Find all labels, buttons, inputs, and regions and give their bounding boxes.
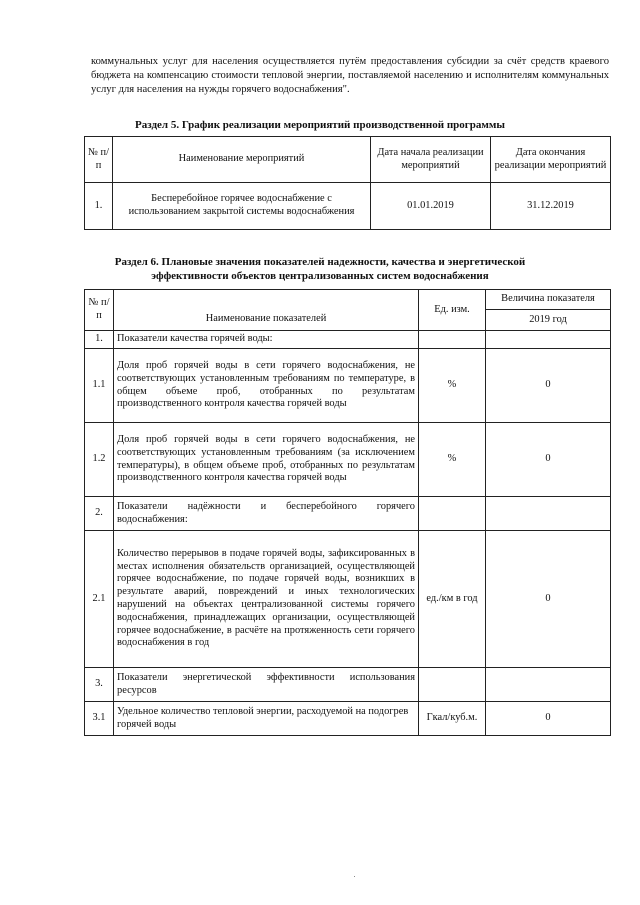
table-row [85,531,611,668]
header-unit: Ед. изм. [419,290,486,331]
row-value: 0 [486,702,611,736]
header-num: № п/п [85,137,113,183]
header-num: № п/п [85,290,114,331]
table-row [85,668,611,702]
row-value: 0 [486,349,611,423]
row-indicator-name: Показатели качества горячей воды: [114,331,419,349]
row-num: 2.1 [85,531,114,668]
row-value: 0 [486,423,611,497]
row-indicator-name: Удельное количество тепловой энергии, расходуемой на подогрев горячей воды [114,702,419,736]
row-unit [419,497,486,531]
row-value [486,331,611,349]
header-value: Величина показателя [486,290,611,310]
row-end-date: 31.12.2019 [491,183,611,230]
row-indicator-name: Показатели надёжности и бесперебойного горячего водоснабжения: [114,497,419,531]
table-row [85,497,611,531]
schedule-table [84,136,611,230]
row-num: 2. [85,497,114,531]
row-unit [419,668,486,702]
intro-paragraph: коммунальных услуг для населения осуществляется путём предоставления субсидии за счёт средств краевого бюджета на компенсацию стоимости тепловой энергии, поставляемой населению и исполнителям коммунальных услуг для населения на нужды горячего водоснабжения". [91,56,609,95]
row-num: 3.1 [85,702,114,736]
row-value [486,668,611,702]
header-year: 2019 год [486,310,611,331]
header-start-date: Дата начала реализации мероприятий [371,137,491,183]
row-unit [419,331,486,349]
row-indicator-name: Доля проб горячей воды в сети горячего водоснабжения, не соответствующих установленным требованиям (за исключением температуры), в общем объеме проб, отобранных по результатам производственного контроля качества горячей воды [114,423,419,497]
row-indicator-name: Количество перерывов в подаче горячей воды, зафиксированных в местах исполнения обязательств организацией, осуществляющей горячее водоснабжение, по подаче горячей воды, возникших в результате аварий, повреждений и иных технологических нарушений на объектах централизованной системы горячего водоснабжения, принадлежащих организации, осуществляющей горячее водоснабжение, в расчёте на протяженность сети горячего водоснабжения в год [114,531,419,668]
row-num: 1. [85,183,113,230]
row-unit: % [419,423,486,497]
section-5-title: Раздел 5. График реализации мероприятий производственной программы [135,119,505,131]
table-row [85,331,611,349]
table-row [85,423,611,497]
row-indicator-name: Доля проб горячей воды в сети горячего водоснабжения, не соответствующих установленным требованиям по температуре, в общем объеме проб, отобранных по результатам производственного контроля качества горячей воды [114,349,419,423]
scan-speck [354,876,355,877]
row-unit: % [419,349,486,423]
row-value: 0 [486,531,611,668]
section-6-title-line-1: Раздел 6. Плановые значения показателей надежности, качества и энергетической [114,256,526,268]
row-num: 1.2 [85,423,114,497]
indicators-table [84,289,611,736]
table-row [85,349,611,423]
header-indicator-name: Наименование показателей [114,290,419,331]
row-activity-name: Бесперебойное горячее водоснабжение с использованием закрытой системы водоснабжения [113,183,371,230]
table-row [85,183,611,230]
row-num: 1. [85,331,114,349]
row-start-date: 01.01.2019 [371,183,491,230]
row-value [486,497,611,531]
row-indicator-name: Показатели энергетической эффективности использования ресурсов [114,668,419,702]
row-unit: Гкал/куб.м. [419,702,486,736]
header-end-date: Дата окончания реализации мероприятий [491,137,611,183]
row-unit: ед./км в год [419,531,486,668]
header-activity-name: Наименование мероприятий [113,137,371,183]
section-6-title [0,256,640,283]
table-row [85,702,611,736]
section-6-title-line-2: эффективности объектов централизованных систем водоснабжения [151,269,489,282]
row-num: 3. [85,668,114,702]
row-num: 1.1 [85,349,114,423]
